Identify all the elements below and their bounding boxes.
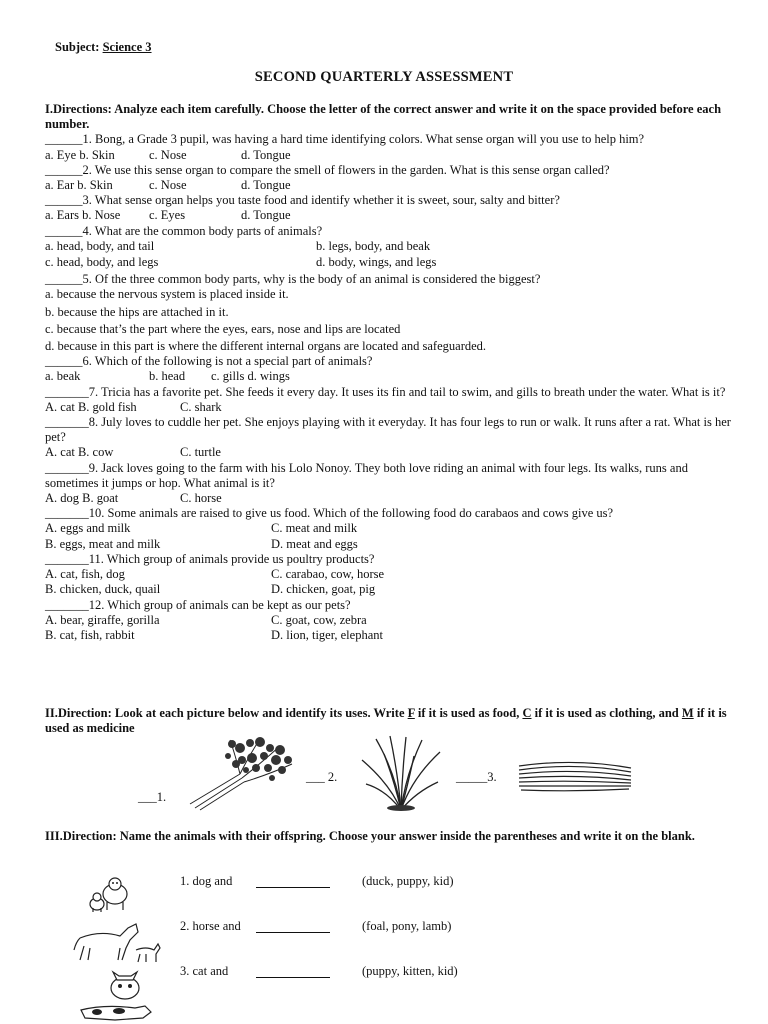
part1-section [45, 102, 735, 643]
option: C. shark [180, 399, 222, 414]
answer-blank: ______ [45, 272, 83, 287]
options-1 [45, 148, 735, 163]
option: d. Tongue [241, 147, 291, 162]
answer-blank: _______ [45, 597, 89, 612]
question-text: 6. Which of the following is not a special part of animals? [82, 354, 373, 369]
option: a. Ears b. Nose [45, 208, 121, 223]
part1-directions: I.Directions: Analyze each item carefully. Choose the letter of the correct answer and write it on the space provided before each number. [45, 102, 722, 132]
question-6 [45, 354, 735, 369]
options-10a [45, 521, 735, 536]
option: a. Eye b. Skin [45, 147, 115, 162]
directions-text: if it is used as medicine [45, 706, 727, 735]
options-12a [45, 613, 735, 628]
option: C. turtle [180, 445, 221, 460]
part2-pictures [0, 734, 768, 814]
option: D. lion, tiger, elephant [271, 627, 383, 642]
pair-2 [180, 919, 452, 934]
question-1 [45, 132, 735, 147]
option: A. eggs and milk [45, 521, 131, 536]
option: b. head [149, 369, 186, 384]
answer-blank: ______ [45, 223, 83, 238]
option: d. Tongue [241, 208, 291, 223]
option: d. Tongue [241, 178, 291, 193]
options-11a [45, 567, 735, 582]
options-3 [45, 208, 735, 223]
option: B. eggs, meat and milk [45, 536, 161, 551]
option: d. because in this part is where the different internal organs are located and safeguarded. [45, 339, 487, 354]
fiber-strands-illustration [515, 756, 635, 796]
option: A. cat B. cow [45, 445, 114, 460]
question-9 [45, 461, 735, 491]
answer-blank: _______ [45, 415, 89, 430]
answer-blank[interactable] [256, 977, 330, 978]
option: C. carabao, cow, horse [271, 567, 385, 582]
option: c. because that’s the part where the eyes, ears, nose and lips are located [45, 321, 401, 336]
answer-blank[interactable] [256, 932, 330, 933]
herb-bundle-illustration [180, 734, 300, 812]
question-text: 5. Of the three common body parts, why is the body of an animal is considered the biggest? [82, 272, 541, 287]
question-8 [45, 415, 735, 430]
question-5 [45, 272, 735, 287]
pair-choices: (foal, pony, lamb) [362, 919, 452, 933]
options-6 [45, 369, 735, 384]
option: a. beak [45, 369, 81, 384]
question-10 [45, 506, 735, 521]
directions-text: if it is used as food, [414, 706, 523, 720]
options-11b [45, 582, 735, 597]
question-text: 10. Some animals are raised to give us food. Which of the following food do carabaos and cows give us? [88, 506, 614, 521]
option: A. dog B. goat [45, 491, 119, 506]
pair-choices: (puppy, kitten, kid) [362, 964, 458, 978]
option: C. meat and milk [271, 521, 358, 536]
dog-puppy-illustration [85, 876, 137, 914]
part3-directions: III.Direction: Name the animals with their offspring. Choose your answer inside the parentheses and write it on the blank. [45, 829, 695, 843]
subject-line [55, 40, 152, 55]
option: a. because the nervous system is placed inside it. [45, 287, 289, 302]
option: A. cat, fish, dog [45, 567, 125, 582]
code-clothing: C [522, 706, 532, 720]
option: c. gills d. wings [211, 369, 290, 384]
grass-plant-illustration [356, 734, 446, 812]
pair-question: 3. cat and [180, 964, 229, 978]
options-7 [45, 400, 735, 415]
answer-blank[interactable] [256, 887, 330, 888]
question-7 [45, 385, 735, 400]
pair-1 [180, 874, 454, 889]
page-title: SECOND QUARTERLY ASSESSMENT [254, 69, 514, 85]
part3-pairs [0, 868, 768, 1024]
options-10b [45, 537, 735, 552]
answer-blank: ______ [45, 193, 83, 208]
question-text: 9. Jack loves going to the farm with his Lolo Nonoy. They both love riding an animal with four legs. Its walks, runs and sometimes it jumps or hop. What animal is it? [45, 460, 688, 490]
picture-label-3: _____3. [456, 770, 497, 784]
options-9 [45, 491, 735, 506]
options-4b [45, 255, 735, 270]
question-text-cont: pet? [45, 430, 66, 445]
question-12 [45, 598, 735, 613]
option: a. Ear b. Skin [45, 178, 113, 193]
answer-blank: _______ [45, 460, 89, 475]
option: A. cat B. gold fish [45, 399, 137, 414]
directions-text: if it is used as clothing, and [531, 706, 682, 720]
question-text: 2. We use this sense organ to compare the smell of flowers in the garden. What is this sense organ called? [82, 162, 610, 177]
option: B. cat, fish, rabbit [45, 627, 135, 642]
option: d. body, wings, and legs [316, 255, 437, 270]
subject-value: Science 3 [102, 40, 152, 54]
option: D. chicken, goat, pig [271, 582, 376, 597]
question-text: 4. What are the common body parts of animals? [82, 223, 323, 238]
option: c. Eyes [149, 208, 186, 223]
pair-3 [180, 964, 458, 979]
question-text: 11. Which group of animals provide us poultry products? [88, 551, 375, 566]
picture-label-2: ___ 2. [306, 770, 338, 784]
answer-blank: _______ [45, 506, 89, 521]
answer-blank: ______ [45, 354, 83, 369]
options-2 [45, 178, 735, 193]
question-text: 1. Bong, a Grade 3 pupil, was having a hard time identifying colors. What sense organ will you use to help him? [82, 132, 645, 147]
answer-blank: ______ [45, 162, 83, 177]
option: c. head, body, and legs [45, 255, 159, 270]
options-8 [45, 445, 735, 460]
question-text: 7. Tricia has a favorite pet. She feeds it every day. It uses its fin and tail to swim, and gills to breath under the water. What is it? [88, 384, 726, 399]
pair-question: 1. dog and [180, 874, 233, 888]
question-3 [45, 193, 735, 208]
question-4 [45, 224, 735, 239]
cat-kitten-illustration [105, 966, 145, 1002]
question-text: 8. July loves to cuddle her pet. She enjoys playing with it everyday. It has four legs to run or walk. It runs after a rat. What is her [88, 415, 731, 430]
option: C. goat, cow, zebra [271, 612, 367, 627]
directions-text: II.Direction: Look at each picture below and identify its uses. Write [45, 706, 408, 720]
code-medicine: M [681, 706, 694, 720]
option: a. head, body, and tail [45, 238, 155, 253]
horse-foal-illustration [70, 920, 165, 964]
question-text: 12. Which group of animals can be kept as our pets? [88, 597, 351, 612]
options-4a [45, 239, 735, 254]
option: c. Nose [149, 147, 187, 162]
pair-choices: (duck, puppy, kid) [362, 874, 454, 888]
cow-calf-illustration [75, 1002, 155, 1024]
answer-blank: _______ [45, 551, 89, 566]
option: B. chicken, duck, quail [45, 582, 161, 597]
option: A. bear, giraffe, gorilla [45, 612, 160, 627]
part2-directions [45, 706, 735, 736]
options-12b [45, 628, 735, 643]
option: C. horse [180, 491, 222, 506]
question-text: 3. What sense organ helps you taste food and identify whether it is sweet, sour, salty and bitter? [82, 193, 560, 208]
answer-blank: ______ [45, 132, 83, 147]
question-2 [45, 163, 735, 178]
pair-question: 2. horse and [180, 919, 241, 933]
option: b. because the hips are attached in it. [45, 304, 229, 319]
option: D. meat and eggs [271, 536, 358, 551]
option: b. legs, body, and beak [316, 238, 431, 253]
option: c. Nose [149, 178, 187, 193]
picture-label-1: ___1. [138, 790, 167, 804]
subject-label: Subject: [55, 40, 100, 54]
answer-blank: _______ [45, 384, 89, 399]
question-11 [45, 552, 735, 567]
code-food: F [407, 706, 415, 720]
